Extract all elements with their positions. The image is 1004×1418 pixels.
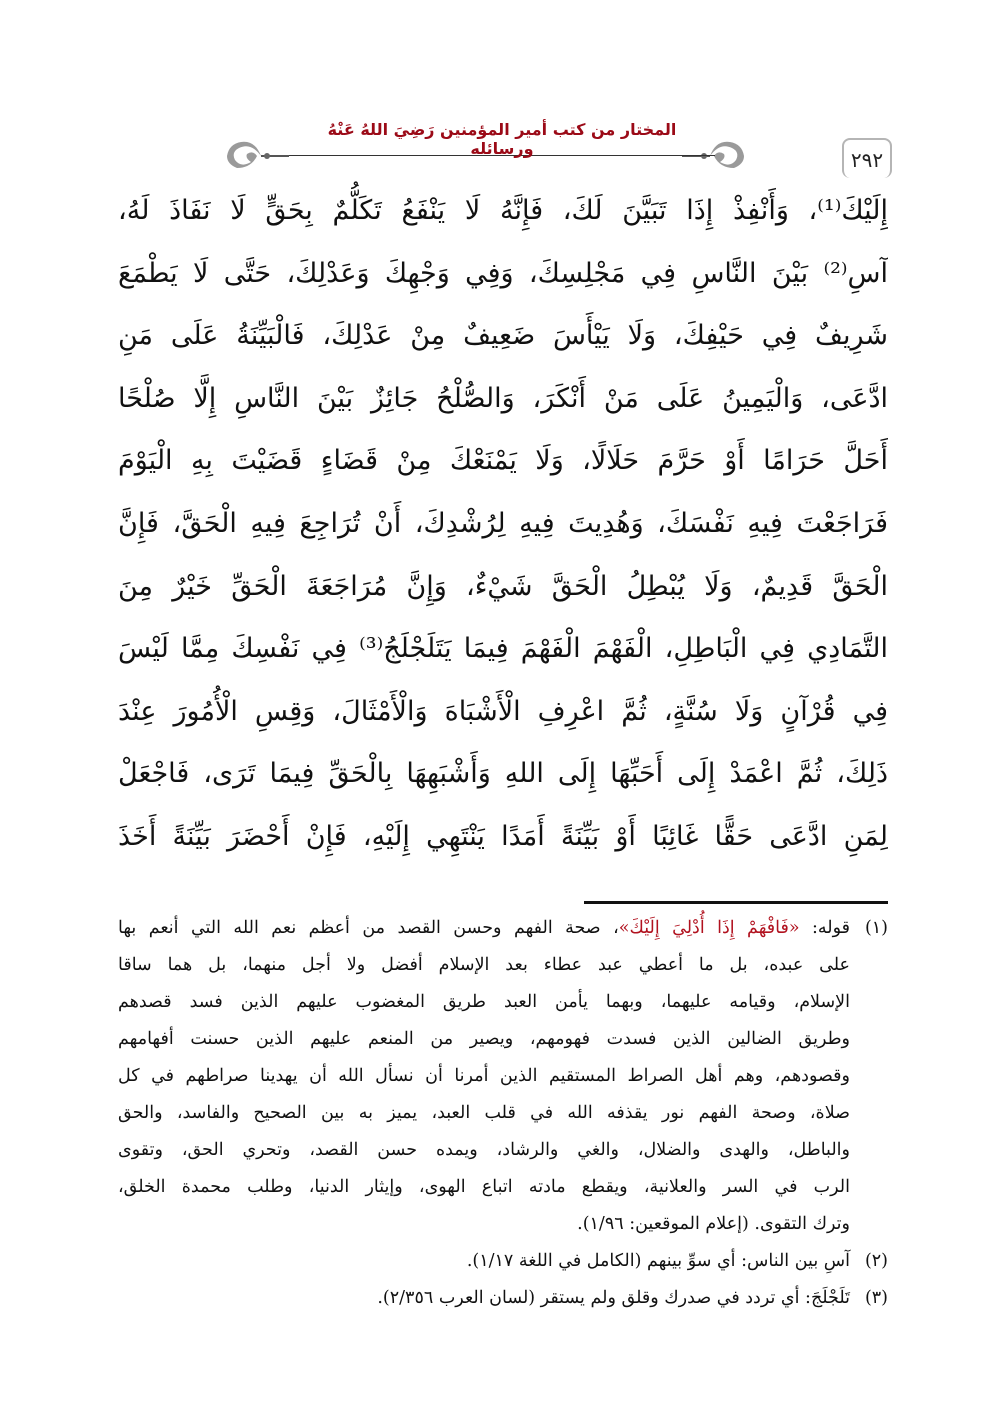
- text-line: فِي قُرْآنٍ وَلَا سُنَّةٍ، ثُمَّ اعْرِفِ الْأَشْبَاهَ وَالْأَمْثَالَ، وَقِسِ الْأُمُورَ عِنْدَ: [118, 695, 888, 727]
- footnotes: [118, 910, 888, 1317]
- running-title: المختار من كتب أمير المؤمنين رَضِيَ اللهُ عَنْهُ ورسائله: [327, 120, 677, 158]
- footnote-quote: «فَافْهَمْ إِذَا أُدْلِيَ إِلَيْكَ»: [618, 918, 800, 938]
- footnote-text: تَلَجْلَجَ: أي تردد في صدرك وقلق ولم يستقر (لسان العرب ٢/٣٥٦).: [377, 1288, 850, 1308]
- text-line: ذَلِكَ، ثُمَّ اعْمَدْ إِلَى أَحَبِّهَا إِلَى اللهِ وَأَشْبَهِهَا بِالْحَقِّ فِيمَا تَرَى، فَاجْعَلْ: [118, 758, 888, 790]
- text-line: شَرِيفٌ فِي حَيْفِكَ، وَلَا يَيْأَسَ ضَعِيفٌ مِنْ عَدْلِكَ، فَالْبَيِّنَةُ عَلَى مَنِ: [118, 320, 888, 352]
- footnote-text: آسِ بين الناس: أي سوِّ بينهم (الكامل في اللغة ١/١٧).: [466, 1251, 850, 1271]
- footnote-line: وقصودهم، وهم أهل الصراط المستقيم الذين أمرنا أن نسأل الله أن يهدينا صراطهم في كل: [118, 1066, 850, 1086]
- page-number: ٢٩٢: [842, 138, 892, 178]
- footnote-prefix: قوله:: [799, 918, 850, 938]
- footnote-2: [118, 1243, 888, 1280]
- footnote-number: (١): [864, 918, 888, 938]
- footnote-separator: [584, 901, 888, 904]
- footnote-number: (٢): [864, 1251, 888, 1271]
- footnote-3: [118, 1280, 888, 1317]
- text-line: إِلَيْكَ⁽¹⁾، وَأَنْفِذْ إِذَا تَبَيَّنَ لَكَ، فَإِنَّهُ لَا يَنْفَعُ تَكَلُّمٌ بِحَقٍّ لَا نَفَاذَ لَهُ،: [118, 195, 888, 226]
- footnote-text: ، صحة الفهم وحسن القصد من أعظم نعم الله التي أنعم بها: [118, 918, 619, 938]
- text-line: ادَّعَى، وَالْيَمِينُ عَلَى مَنْ أَنْكَرَ، وَالصُّلْحُ جَائِزٌ بَيْنَ النَّاسِ إِلَّا صُلْحًا: [118, 382, 888, 414]
- footnote-line: وترك التقوى. (إعلام الموقعين: ١/٩٦).: [577, 1214, 850, 1234]
- text-line: التَّمَادِي فِي الْبَاطِلِ، الْفَهْمَ الْفَهْمَ فِيمَا يَتَلَجْلَجُ⁽³⁾ فِي نَفْسِكَ مِمَّا لَيْسَ: [118, 633, 888, 665]
- footnote-line: وطريق الضالين الذين فسدت فهومهم، ويصير من المنعم عليهم الذين حسنت أفهامهم: [118, 1029, 850, 1049]
- text-line: فَرَاجَعْتَ فِيهِ نَفْسَكَ، وَهُدِيتَ فِيهِ لِرُشْدِكَ، أَنْ تُرَاجِعَ فِيهِ الْحَقَّ، فَإِنَّ: [118, 507, 888, 539]
- footnote-line: الإسلام، وقيامه عليهما، وبهما يأمن العبد طريق المغضوب عليهم الذين فسد قصدهم: [118, 992, 850, 1012]
- text-line: لِمَنِ ادَّعَى حَقًّا غَائِبًا أَوْ بَيِّنَةً أَمَدًا يَنْتَهِي إِلَيْهِ، فَإِنْ أَحْضَرَ بَيِّنَةً أَخَذَ: [118, 820, 888, 852]
- footnote-1: [118, 910, 888, 1243]
- text-line: آسِ⁽²⁾ بَيْنَ النَّاسِ فِي مَجْلِسِكَ، وَفِي وَجْهِكَ وَعَدْلِكَ، حَتَّى لَا يَطْمَعَ: [118, 257, 888, 289]
- footnote-line: الرب في السر والعلانية، ويقطع مادته اتباع الهوى، وإيثار الدنيا، وطلب محمدة الخلق،: [118, 1177, 850, 1197]
- main-text: [118, 180, 888, 869]
- footnote-line: [118, 910, 888, 947]
- ornament-left-icon: [225, 138, 291, 174]
- text-line: أَحَلَّ حَرَامًا أَوْ حَرَّمَ حَلَالًا، وَلَا يَمْنَعْكَ مِنْ قَضَاءٍ قَضَيْتَ بِهِ الْيَوْمَ: [118, 445, 888, 477]
- footnote-line: صلاة، وصحة الفهم نور يقذفه الله في قلب العبد، يميز به بين الصحيح والفاسد، والحق: [118, 1103, 850, 1123]
- text-line: الْحَقَّ قَدِيمٌ، وَلَا يُبْطِلُ الْحَقَّ شَيْءٌ، وَإِنَّ مُرَاجَعَةَ الْحَقِّ خَيْرٌ مِنَ: [118, 570, 888, 602]
- footnote-number: (٣): [864, 1288, 888, 1308]
- footnote-line: والباطل، والهدى والضلال، والغي والرشاد، ويمده حسن القصد، وتحري الحق، وتقوى: [118, 1140, 850, 1160]
- footnote-line: على عبده، بل ما أعطي عبد عطاء بعد الإسلام أفضل ولا أجل منهما، بل هما ساقا: [118, 955, 850, 975]
